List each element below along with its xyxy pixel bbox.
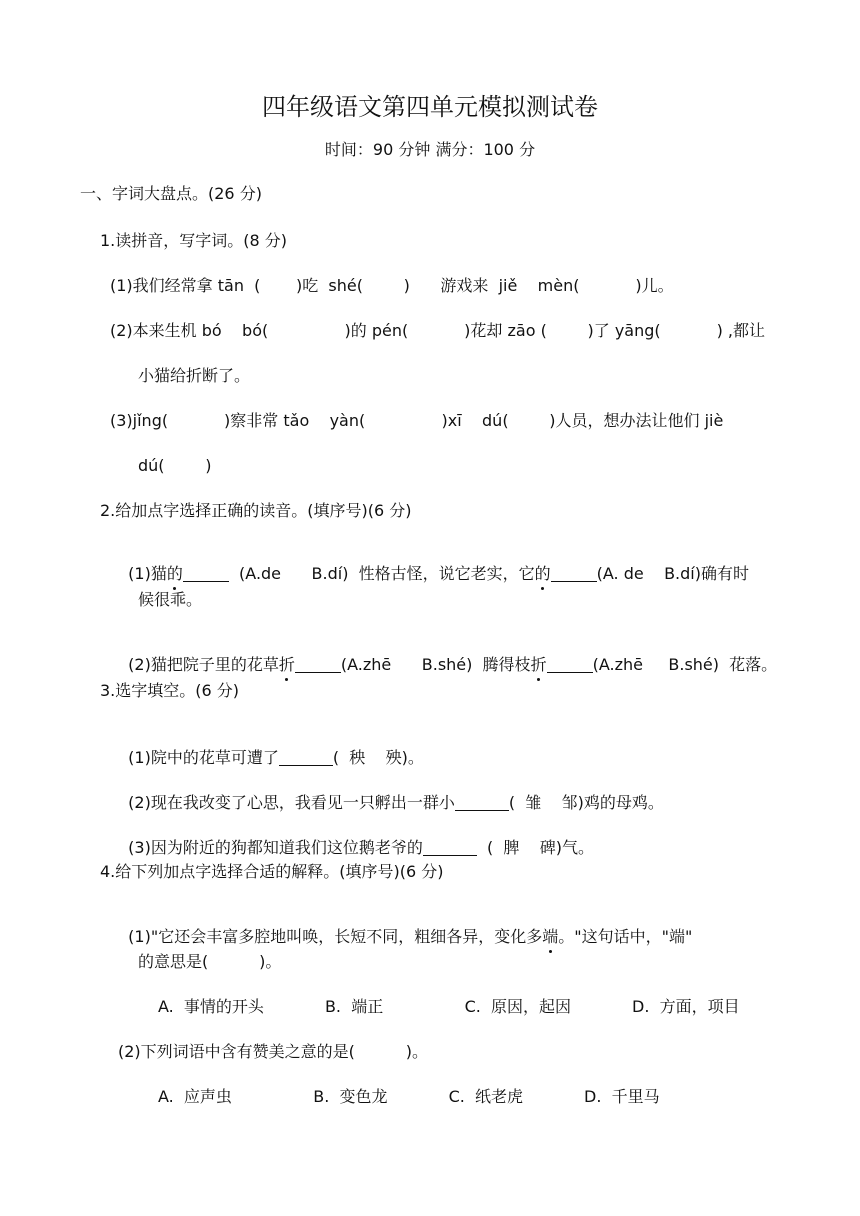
text-segment: (2)猫把院子里的花草 xyxy=(128,655,279,674)
answer-blank[interactable] xyxy=(279,749,333,766)
question-heading: 3.选字填空。(6 分) xyxy=(100,681,240,700)
question-line xyxy=(118,544,749,584)
answer-blank[interactable] xyxy=(455,794,509,811)
text-segment: (2)现在我改变了心思，我看见一只孵出一群小 xyxy=(128,793,455,812)
question-line xyxy=(118,907,692,947)
text-segment: (1)"它还会丰富多腔地叫唤，长短不同，粗细各异，变化多 xyxy=(128,927,543,946)
answer-blank[interactable] xyxy=(551,565,597,582)
emphasis-dot-char: 折 xyxy=(530,655,547,674)
answer-blank[interactable] xyxy=(423,839,477,856)
question-line: (2)本来生机 bó bó( )的 pén( )花却 zāo ( )了 yāng( ) ,都让 xyxy=(110,321,766,340)
text-segment: (A.zhē B.shé) 花落。 xyxy=(592,655,778,674)
emphasis-dot-char: 的 xyxy=(534,564,551,583)
text-segment: ( 脾 碑)气。 xyxy=(476,838,595,857)
question-line xyxy=(118,635,777,675)
text-segment: (1)猫 xyxy=(128,564,167,583)
question-line xyxy=(118,818,594,858)
section-heading: 一、字词大盘点。(26 分) xyxy=(80,184,262,203)
text-segment: (1)院中的花草可遭了 xyxy=(128,748,279,767)
question-line: (2)下列词语中含有赞美之意的是( )。 xyxy=(118,1042,429,1061)
question-heading: 2.给加点字选择正确的读音。(填序号)(6 分) xyxy=(100,501,412,520)
question-line: dú( ) xyxy=(138,456,212,475)
answer-blank[interactable] xyxy=(547,656,593,673)
text-segment: 。"这句话中，"端" xyxy=(558,927,693,946)
question-line: (3)jǐng( )察非常 tǎo yàn( )xī dú( )人员，想办法让他们 jiè xyxy=(110,411,724,430)
answer-blank[interactable] xyxy=(295,656,341,673)
question-heading: 4.给下列加点字选择合适的解释。(填序号)(6 分) xyxy=(100,862,444,881)
answer-options: A. 事情的开头 B. 端正 C. 原因，起因 D. 方面，项目 xyxy=(158,997,740,1016)
question-heading: 1.读拼音，写字词。(8 分) xyxy=(100,231,288,250)
page-title: 四年级语文第四单元模拟测试卷 xyxy=(262,93,598,121)
text-segment: (A.zhē B.shé) 腾得枝 xyxy=(340,655,531,674)
exam-info: 时间：90 分钟 满分：100 分 xyxy=(324,140,536,159)
question-line: 小猫给折断了。 xyxy=(138,366,251,385)
emphasis-dot-char: 端 xyxy=(542,927,559,946)
text-segment: (3)因为附近的狗都知道我们这位鹅老爷的 xyxy=(128,838,423,857)
emphasis-dot-char: 折 xyxy=(278,655,295,674)
answer-blank[interactable] xyxy=(183,565,229,582)
text-segment: (A.de B.dí) 性格古怪，说它老实，它 xyxy=(228,564,535,583)
question-line: 候很乖。 xyxy=(138,590,203,609)
text-segment: ( 雏 邹)鸡的母鸡。 xyxy=(508,793,664,812)
text-segment: ( 秧 殃)。 xyxy=(332,748,424,767)
answer-options: A. 应声虫 B. 变色龙 C. 纸老虎 D. 千里马 xyxy=(158,1087,660,1106)
question-line: 的意思是( )。 xyxy=(138,952,282,971)
text-segment: (A. de B.dí)确有时 xyxy=(596,564,749,583)
emphasis-dot-char: 的 xyxy=(166,564,183,583)
question-line xyxy=(118,728,424,768)
question-line xyxy=(118,773,664,813)
question-line: (1)我们经常拿 tān ( )吃 shé( ) 游戏来 jiě mèn( )儿。 xyxy=(110,276,674,295)
